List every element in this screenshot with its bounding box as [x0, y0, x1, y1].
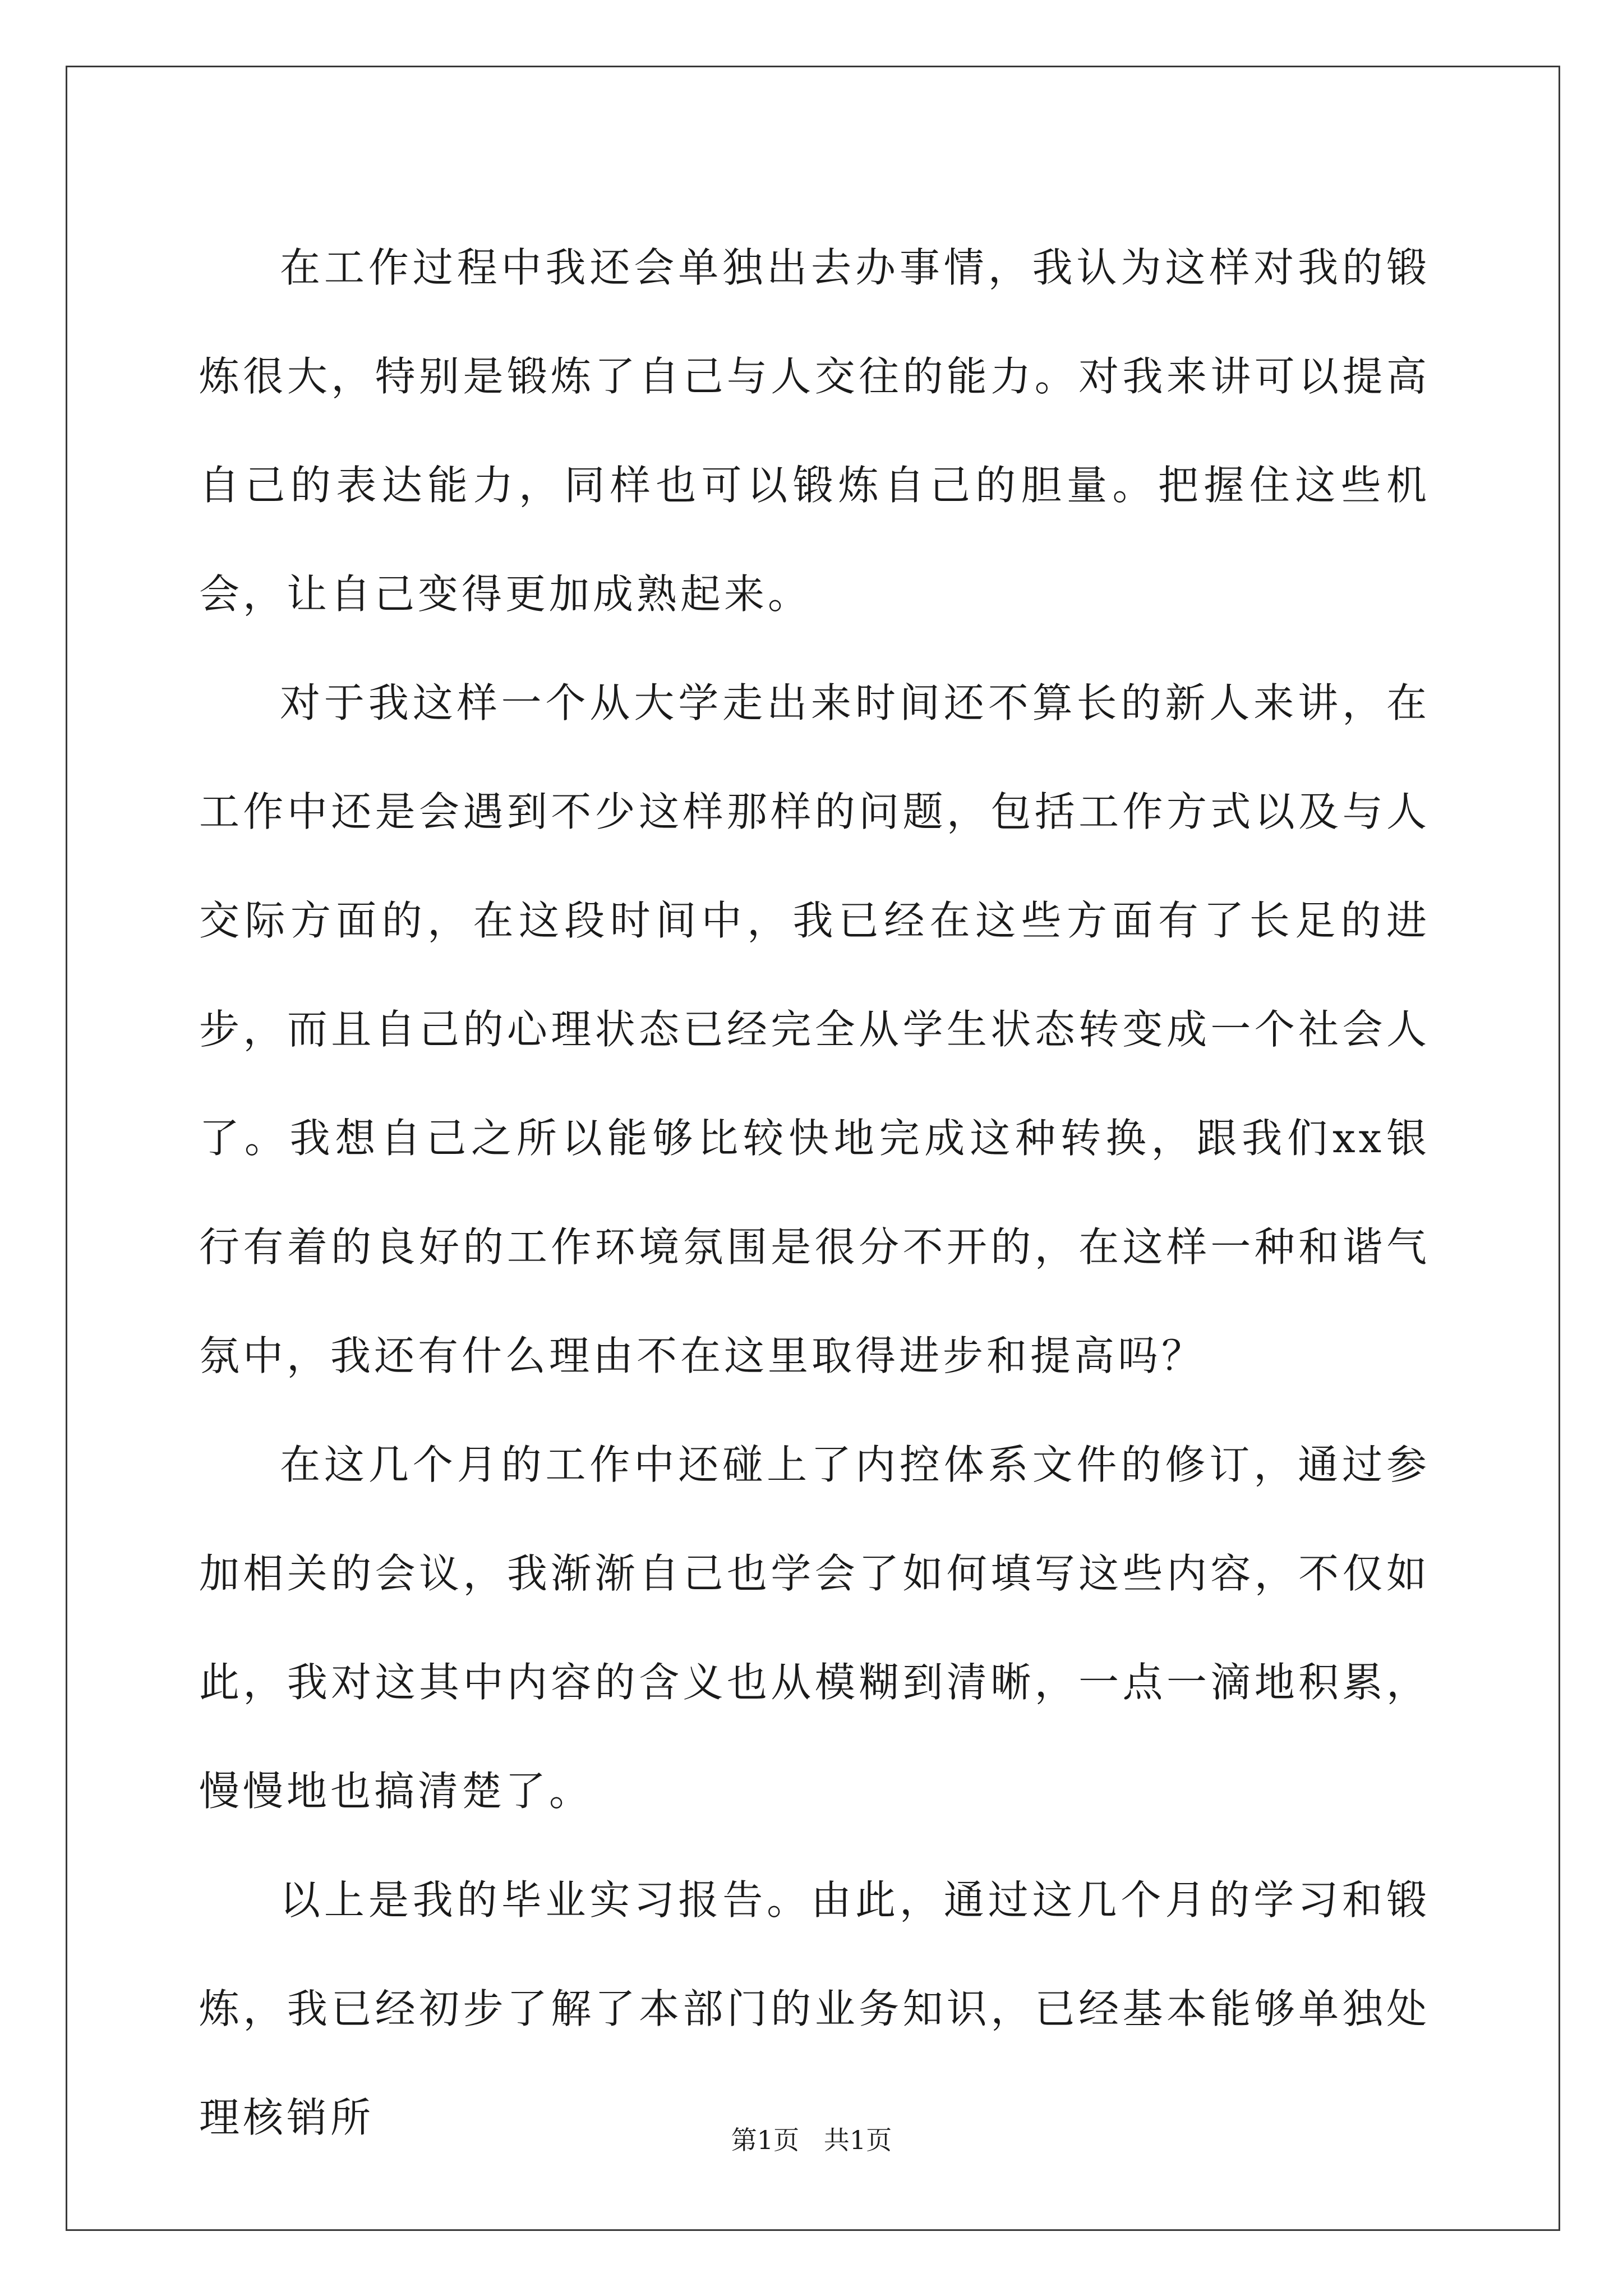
document-body — [199, 213, 1430, 2172]
paragraph-1: 在工作过程中我还会单独出去办事情，我认为这样对我的锻炼很大，特别是锻炼了自己与人交往的能力。对我来讲可以提高自己的表达能力，同样也可以锻炼自己的胆量。把握住这些机会，让自己变得更加成熟起来。 — [199, 244, 1430, 618]
paragraph-3: 在这几个月的工作中还碰上了内控体系文件的修订，通过参加相关的会议，我渐渐自己也学会了如何填写这些内容，不仅如此，我对这其中内容的含义也从模糊到清晰，一点一滴地积累，慢慢地也搞清楚了。 — [199, 1441, 1430, 1815]
page-footer: 第1页 共1页 — [731, 2125, 892, 2155]
paragraph-4: 以上是我的毕业实习报告。由此，通过这几个月的学习和锻炼，我已经初步了解了本部门的业务知识，已经基本能够单独处理核销所 — [199, 1876, 1430, 2141]
paragraph-2: 对于我这样一个从大学走出来时间还不算长的新人来讲，在工作中还是会遇到不少这样那样的问题，包括工作方式以及与人交际方面的，在这段时间中，我已经在这些方面有了长足的进步，而且自己的心理状态已经完全从学生状态转变成一个社会人了。我想自己之所以能够比较快地完成这种转换，跟我们xx银行有着的良好的工作环境氛围是很分不开的，在这样一种和谐气氛中，我还有什么理由不在这里取得进步和提高吗？ — [199, 679, 1430, 1379]
